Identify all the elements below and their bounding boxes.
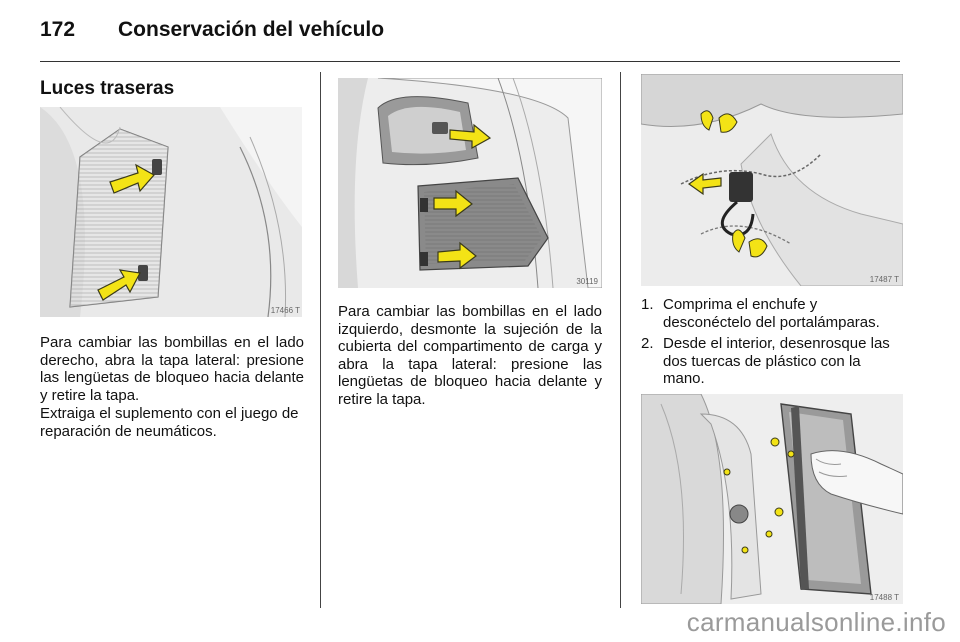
paragraph-right-side: Para cambiar las bombillas en el lado derecho, abra la tapa lateral: presione las lengüetas de bloqueo hacia delante y retire la tapa.: [40, 334, 304, 404]
section-heading: Luces traseras: [40, 78, 175, 99]
column-divider-1: [320, 72, 321, 608]
step-number: 1.: [641, 296, 654, 313]
header-rule: [40, 61, 900, 62]
figure-code: 17488 T: [869, 593, 899, 602]
chapter-title: Conservación del vehículo: [118, 18, 385, 41]
locking-tab-icon: [420, 198, 428, 212]
connector-icon: [729, 172, 753, 202]
instruction-steps: [641, 296, 903, 392]
page-number: 172: [40, 18, 76, 41]
figure-code: 17487 T: [869, 275, 899, 284]
paragraph-left-side: Para cambiar las bombillas en el lado izquierdo, desmonte la sujeción de la cubierta del compartimento de carga y abra la tapa lateral: presione las lengüetas de bloqueo hacia delante y retire la tapa.: [338, 303, 602, 408]
figure-right-side-panel: [40, 107, 302, 317]
load-cover-mount-icon: [432, 122, 448, 134]
plastic-nut-icon: [771, 438, 779, 446]
column-divider-2: [620, 72, 621, 608]
step-number: 2.: [641, 335, 654, 352]
step-text: Desde el interior, desenrosque las dos tuercas de plástico con la mano.: [663, 335, 890, 387]
paragraph-repair-kit: Extraiga el suplemento con el juego de reparación de neumáticos.: [40, 405, 299, 440]
step-item: [641, 335, 903, 388]
figure-bulb-holder: [641, 74, 903, 286]
figure-code: 17466 T: [270, 306, 300, 315]
watermark-text: carmanualsonline.info: [686, 607, 946, 637]
plastic-nut-icon: [775, 508, 783, 516]
locking-tab-icon: [152, 159, 162, 175]
step-item: [641, 296, 903, 331]
locking-tab-icon: [420, 252, 428, 266]
figure-code: 30119: [576, 277, 598, 286]
figure-load-compartment: [338, 78, 602, 288]
figure-tail-light-removal: [641, 394, 903, 604]
step-text: Comprima el enchufe y desconéctelo del portalámparas.: [663, 296, 880, 331]
